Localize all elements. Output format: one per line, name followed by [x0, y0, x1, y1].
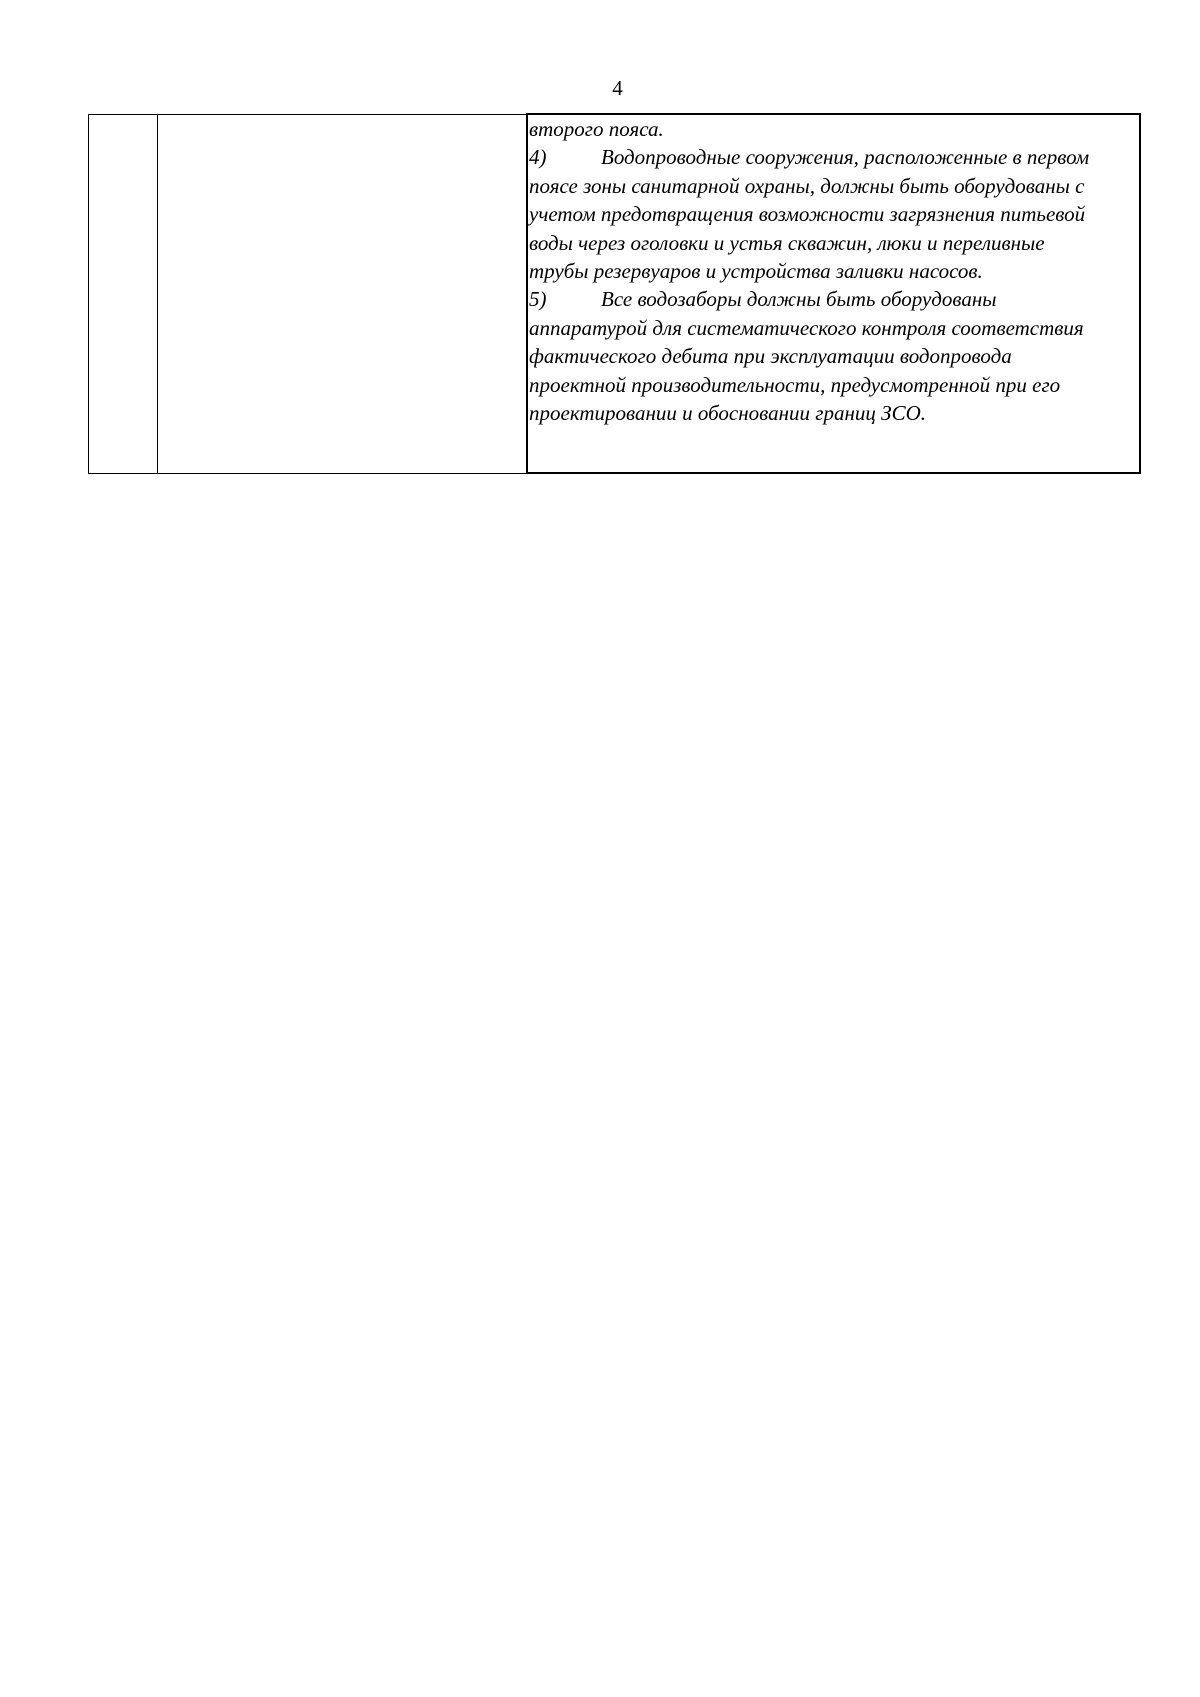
list-item-4 — [529, 143, 1139, 171]
text-line: воды через оголовки и устья скважин, люки и переливные — [529, 230, 1045, 255]
table-cell-requirements — [527, 114, 1140, 473]
text-line: Все водозаборы должны быть оборудованы — [601, 287, 997, 312]
table-cell-name — [158, 114, 528, 473]
table-row — [89, 114, 1141, 473]
text-line: второго пояса. — [529, 117, 664, 141]
text-line: проектной производительности, предусмотренной при его — [529, 372, 1061, 397]
text-line: учетом предотвращения возможности загрязнения питьевой — [529, 202, 1086, 227]
table-cell-number — [89, 114, 158, 473]
page-number: 4 — [612, 76, 623, 100]
list-marker: 5) — [529, 287, 547, 312]
list-item-5 — [529, 285, 1139, 313]
text-line: аппаратурой для систематического контроля соответствия — [529, 315, 1084, 340]
text-line: трубы резервуаров и устройства заливки насосов. — [529, 259, 983, 284]
document-table — [88, 113, 1141, 474]
text-line: поясе зоны санитарной охраны, должны быть оборудованы с — [529, 173, 1085, 198]
text-line: проектировании и обосновании границ ЗСО. — [529, 401, 926, 426]
text-line: фактического дебита при эксплуатации водопровода — [529, 344, 1012, 369]
text-line: Водопроводные сооружения, расположенные в первом — [601, 145, 1090, 170]
list-marker: 4) — [529, 145, 547, 170]
